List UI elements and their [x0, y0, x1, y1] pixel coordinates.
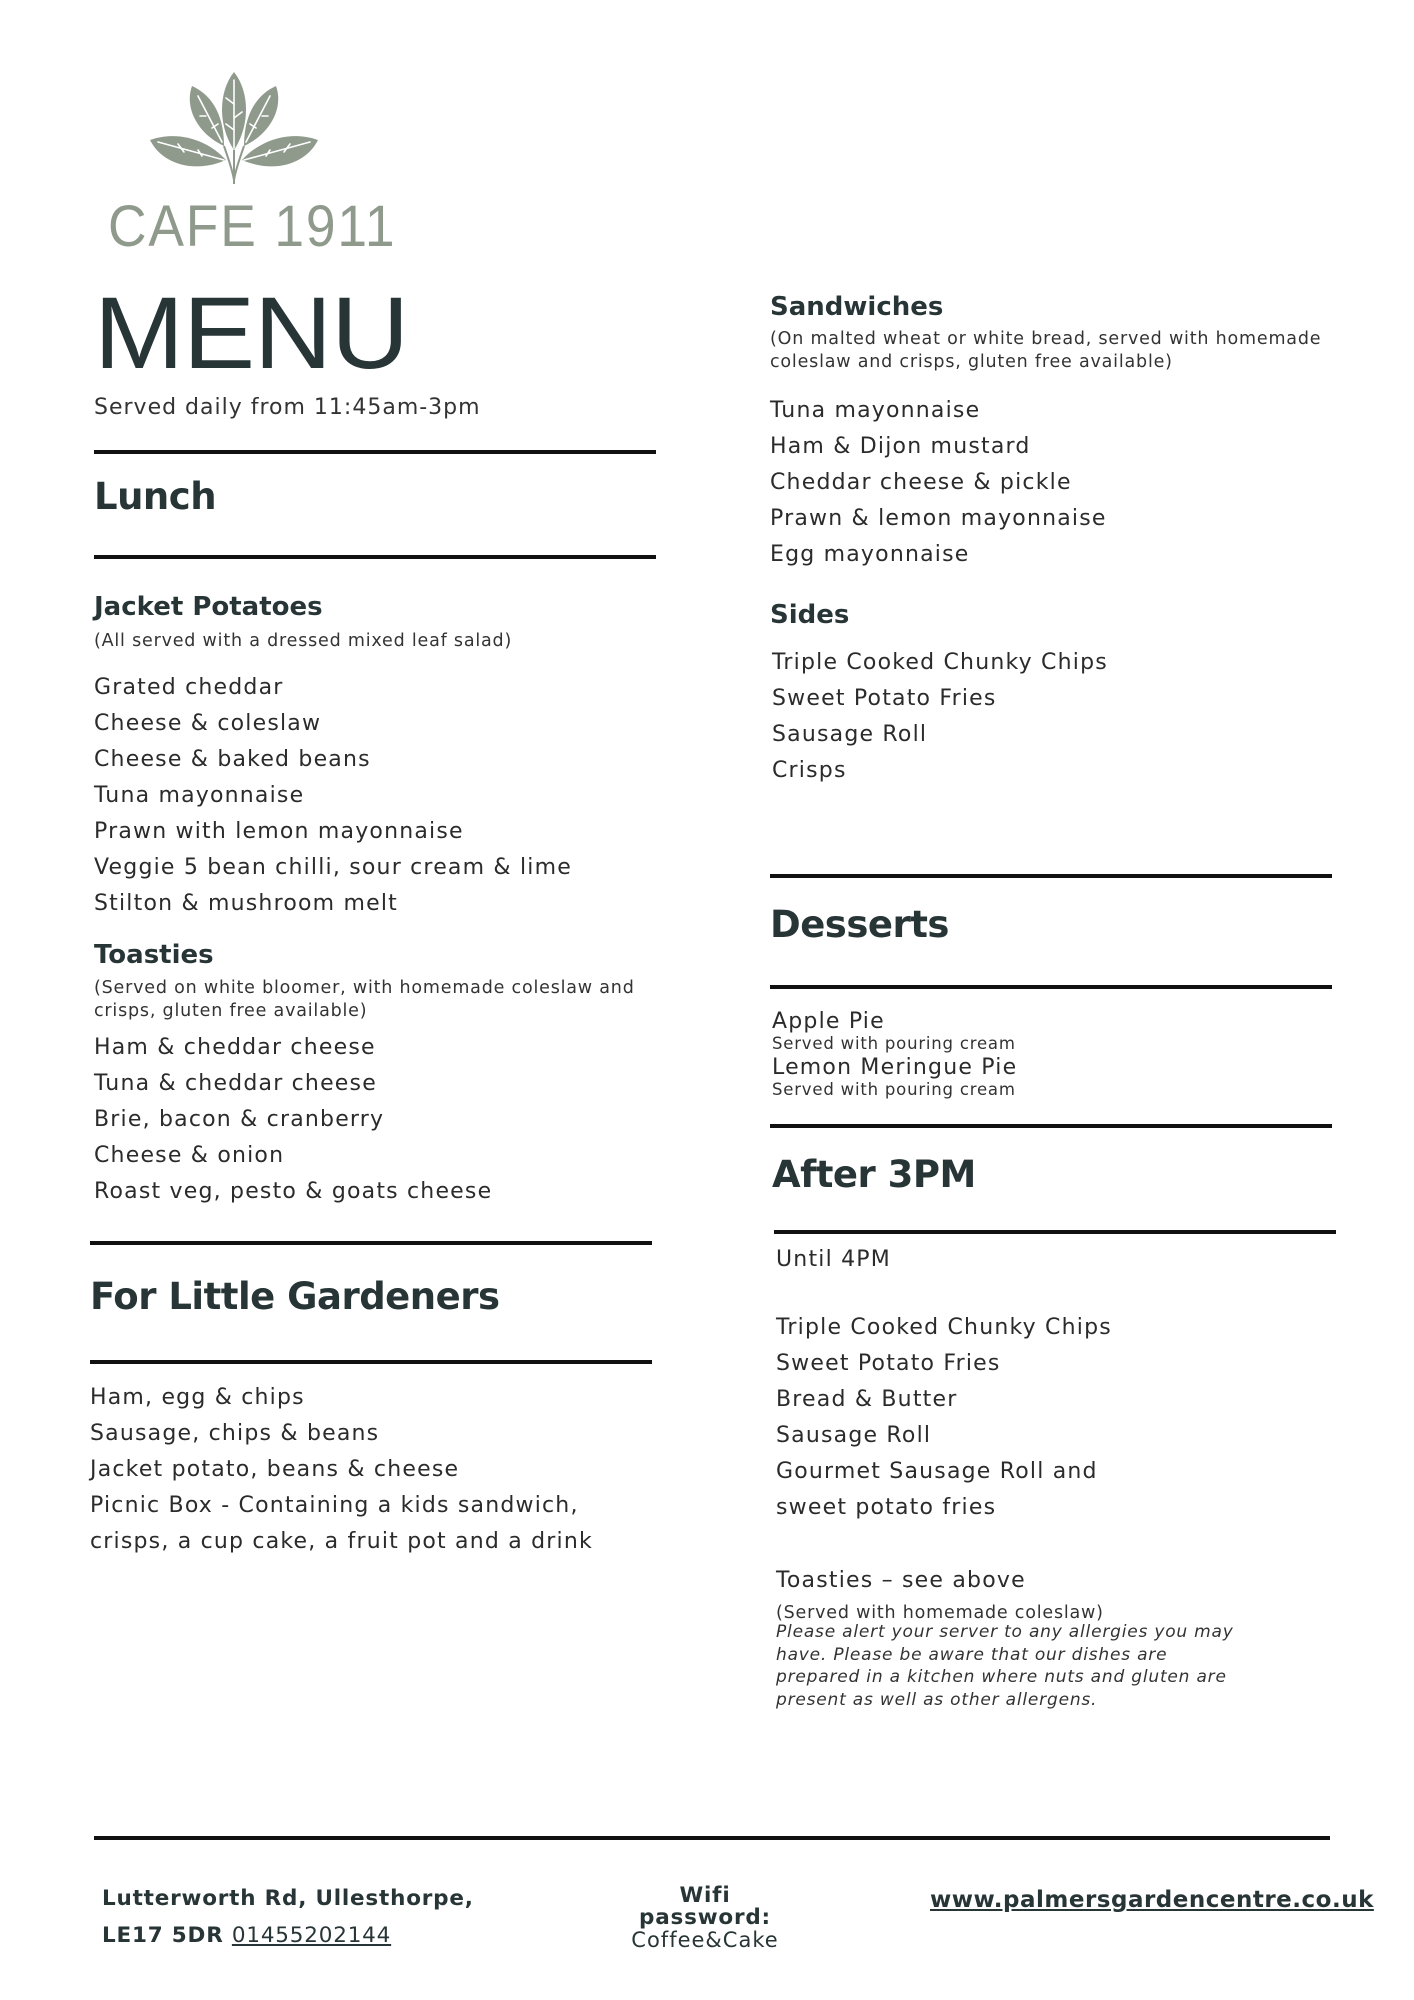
wifi-password: Coffee&Cake	[631, 1928, 779, 1952]
jacket-potatoes-list	[94, 670, 572, 922]
list-item: Crisps	[772, 758, 847, 783]
section-title-desserts: Desserts	[770, 903, 949, 946]
list-item: Ham, egg & chips	[90, 1385, 305, 1410]
list-item: Cheese & onion	[94, 1143, 285, 1168]
list-item: Sausage Roll	[772, 722, 928, 747]
toasties-title: Toasties	[94, 940, 214, 970]
sandwiches-list	[770, 393, 1107, 573]
list-item: Veggie 5 bean chilli, sour cream & lime	[94, 855, 572, 880]
menu-title: MENU	[94, 276, 409, 390]
sandwiches-title: Sandwiches	[770, 292, 944, 322]
list-item: Sausage, chips & beans	[90, 1421, 380, 1446]
wifi-info	[610, 1885, 800, 1951]
list-item: Picnic Box - Containing a kids sandwich,	[90, 1493, 579, 1518]
divider	[774, 1230, 1336, 1234]
list-item: Ham & cheddar cheese	[94, 1035, 376, 1060]
jacket-potatoes-note: (All served with a dressed mixed leaf salad)	[94, 631, 513, 651]
dessert-item	[772, 1010, 1017, 1054]
website-link[interactable]: www.palmersgardencentre.co.uk	[930, 1887, 1374, 1913]
sandwiches-note: (On malted wheat or white bread, served with homemade coleslaw and crisps, gluten free available)	[770, 329, 1322, 372]
section-title-after-3pm: After 3PM	[772, 1153, 976, 1196]
after-3pm-hours: Until 4PM	[776, 1247, 891, 1272]
list-item: Sausage Roll	[776, 1423, 932, 1448]
list-item: Egg mayonnaise	[770, 542, 970, 567]
sides-list	[772, 645, 1108, 789]
list-item: Cheese & baked beans	[94, 747, 371, 772]
list-item: Sweet Potato Fries	[776, 1351, 1001, 1376]
dessert-name: Apple Pie	[772, 1009, 885, 1034]
list-item: Tuna mayonnaise	[94, 783, 305, 808]
dessert-description: Served with pouring cream	[772, 1034, 1016, 1053]
list-item: Gourmet Sausage Roll and	[776, 1459, 1098, 1484]
dessert-description: Served with pouring cream	[772, 1080, 1016, 1099]
list-item: crisps, a cup cake, a fruit pot and a drink	[90, 1529, 593, 1554]
list-item: Sweet Potato Fries	[772, 686, 997, 711]
divider	[90, 1360, 652, 1364]
list-item: Tuna & cheddar cheese	[94, 1071, 377, 1096]
toasties-note: (Served on white bloomer, with homemade coleslaw and crisps, gluten free available)	[94, 978, 635, 1021]
list-item: Tuna mayonnaise	[770, 398, 981, 423]
list-item: Triple Cooked Chunky Chips	[772, 650, 1108, 675]
address-line-2	[102, 1917, 474, 1954]
phone-link[interactable]: 01455202144	[231, 1923, 392, 1948]
section-title-little-gardeners: For Little Gardeners	[90, 1275, 500, 1318]
divider	[770, 874, 1332, 878]
after-3pm-toasties: Toasties – see above	[776, 1568, 1026, 1593]
divider	[90, 1241, 652, 1245]
jacket-potatoes-title: Jacket Potatoes	[94, 592, 323, 622]
list-item: Grated cheddar	[94, 675, 284, 700]
cafe-name: CAFE 1911	[108, 194, 397, 259]
footer-divider	[94, 1836, 1330, 1840]
divider	[94, 555, 656, 559]
after-3pm-toasties-note: (Served with homemade coleslaw)	[776, 1603, 1104, 1623]
allergy-notice: Please alert your server to any allergies you may have. Please be aware that our dishes are prepared in a kitchen where nuts and gluten are present as well as other allergens.	[776, 1622, 1234, 1710]
serving-hours: Served daily from 11:45am-3pm	[94, 395, 481, 420]
wifi-label: Wifi password:	[639, 1883, 771, 1930]
list-item: sweet potato fries	[776, 1495, 997, 1520]
sides-title: Sides	[770, 600, 850, 630]
list-item: Brie, bacon & cranberry	[94, 1107, 385, 1132]
list-item: Cheese & coleslaw	[94, 711, 322, 736]
after-3pm-list	[776, 1310, 1112, 1526]
list-item: Ham & Dijon mustard	[770, 434, 1031, 459]
list-item: Stilton & mushroom melt	[94, 891, 398, 916]
address-line-1: Lutterworth Rd, Ullesthorpe,	[102, 1886, 474, 1911]
list-item: Jacket potato, beans & cheese	[90, 1457, 460, 1482]
divider	[770, 1124, 1332, 1128]
list-item: Prawn with lemon mayonnaise	[94, 819, 464, 844]
divider	[770, 985, 1332, 989]
dessert-name: Lemon Meringue Pie	[772, 1055, 1018, 1080]
list-item: Triple Cooked Chunky Chips	[776, 1315, 1112, 1340]
address	[102, 1880, 474, 1954]
desserts-list	[772, 1010, 1017, 1100]
list-item: Cheddar cheese & pickle	[770, 470, 1072, 495]
section-title-lunch: Lunch	[94, 475, 217, 518]
leaf-logo-icon	[148, 68, 320, 186]
list-item: Prawn & lemon mayonnaise	[770, 506, 1107, 531]
little-gardeners-list	[90, 1380, 593, 1560]
divider	[94, 450, 656, 454]
toasties-list	[94, 1030, 492, 1210]
list-item: Roast veg, pesto & goats cheese	[94, 1179, 493, 1204]
list-item: Bread & Butter	[776, 1387, 958, 1412]
postcode: LE17 5DR	[102, 1923, 224, 1948]
dessert-item	[772, 1056, 1017, 1100]
